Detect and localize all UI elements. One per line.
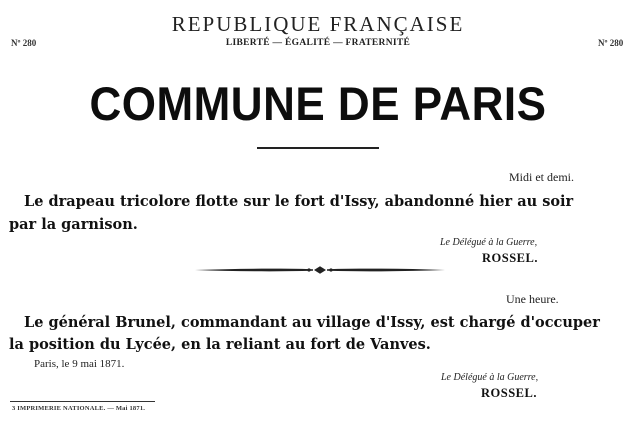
bulletin-1-line-1: Le drapeau tricolore flotte sur le fort d'Issy, abandonné hier au soir xyxy=(24,193,574,210)
imprint-line: 3 IMPRIMERIE NATIONALE. — Mai 1871. xyxy=(12,405,146,412)
poster-number-right: Nº 280 xyxy=(598,38,624,48)
bulletin-2-signature-name: ROSSEL. xyxy=(481,386,537,400)
bulletin-1-signature-name: ROSSEL. xyxy=(482,251,538,265)
page-title: COMMUNE DE PARIS xyxy=(89,78,547,131)
imprint-rule xyxy=(10,401,155,402)
place-date: Paris, le 9 mai 1871. xyxy=(34,358,125,370)
poster-number-left: Nº 280 xyxy=(11,38,37,48)
bulletin-2-line-2: la position du Lycée, en la reliant au fort de Vanves. xyxy=(9,336,431,353)
bulletin-2-line-1: Le général Brunel, commandant au village d'Issy, est chargé d'occuper xyxy=(24,314,600,331)
header-devise: LIBERTÉ — ÉGALITÉ — FRATERNITÉ xyxy=(225,38,411,48)
ornament-divider xyxy=(195,264,445,276)
bulletin-1-signature-title: Le Délégué à la Guerre, xyxy=(440,237,538,248)
bulletin-1-time: Midi et demi. xyxy=(509,170,574,184)
bulletin-2-signature-title: Le Délégué à la Guerre, xyxy=(441,372,539,383)
bulletin-2-time: Une heure. xyxy=(506,292,559,306)
bulletin-1-line-2: par la garnison. xyxy=(9,216,138,233)
title-rule xyxy=(257,147,379,149)
header-republique: REPUBLIQUE FRANÇAISE xyxy=(171,12,465,36)
